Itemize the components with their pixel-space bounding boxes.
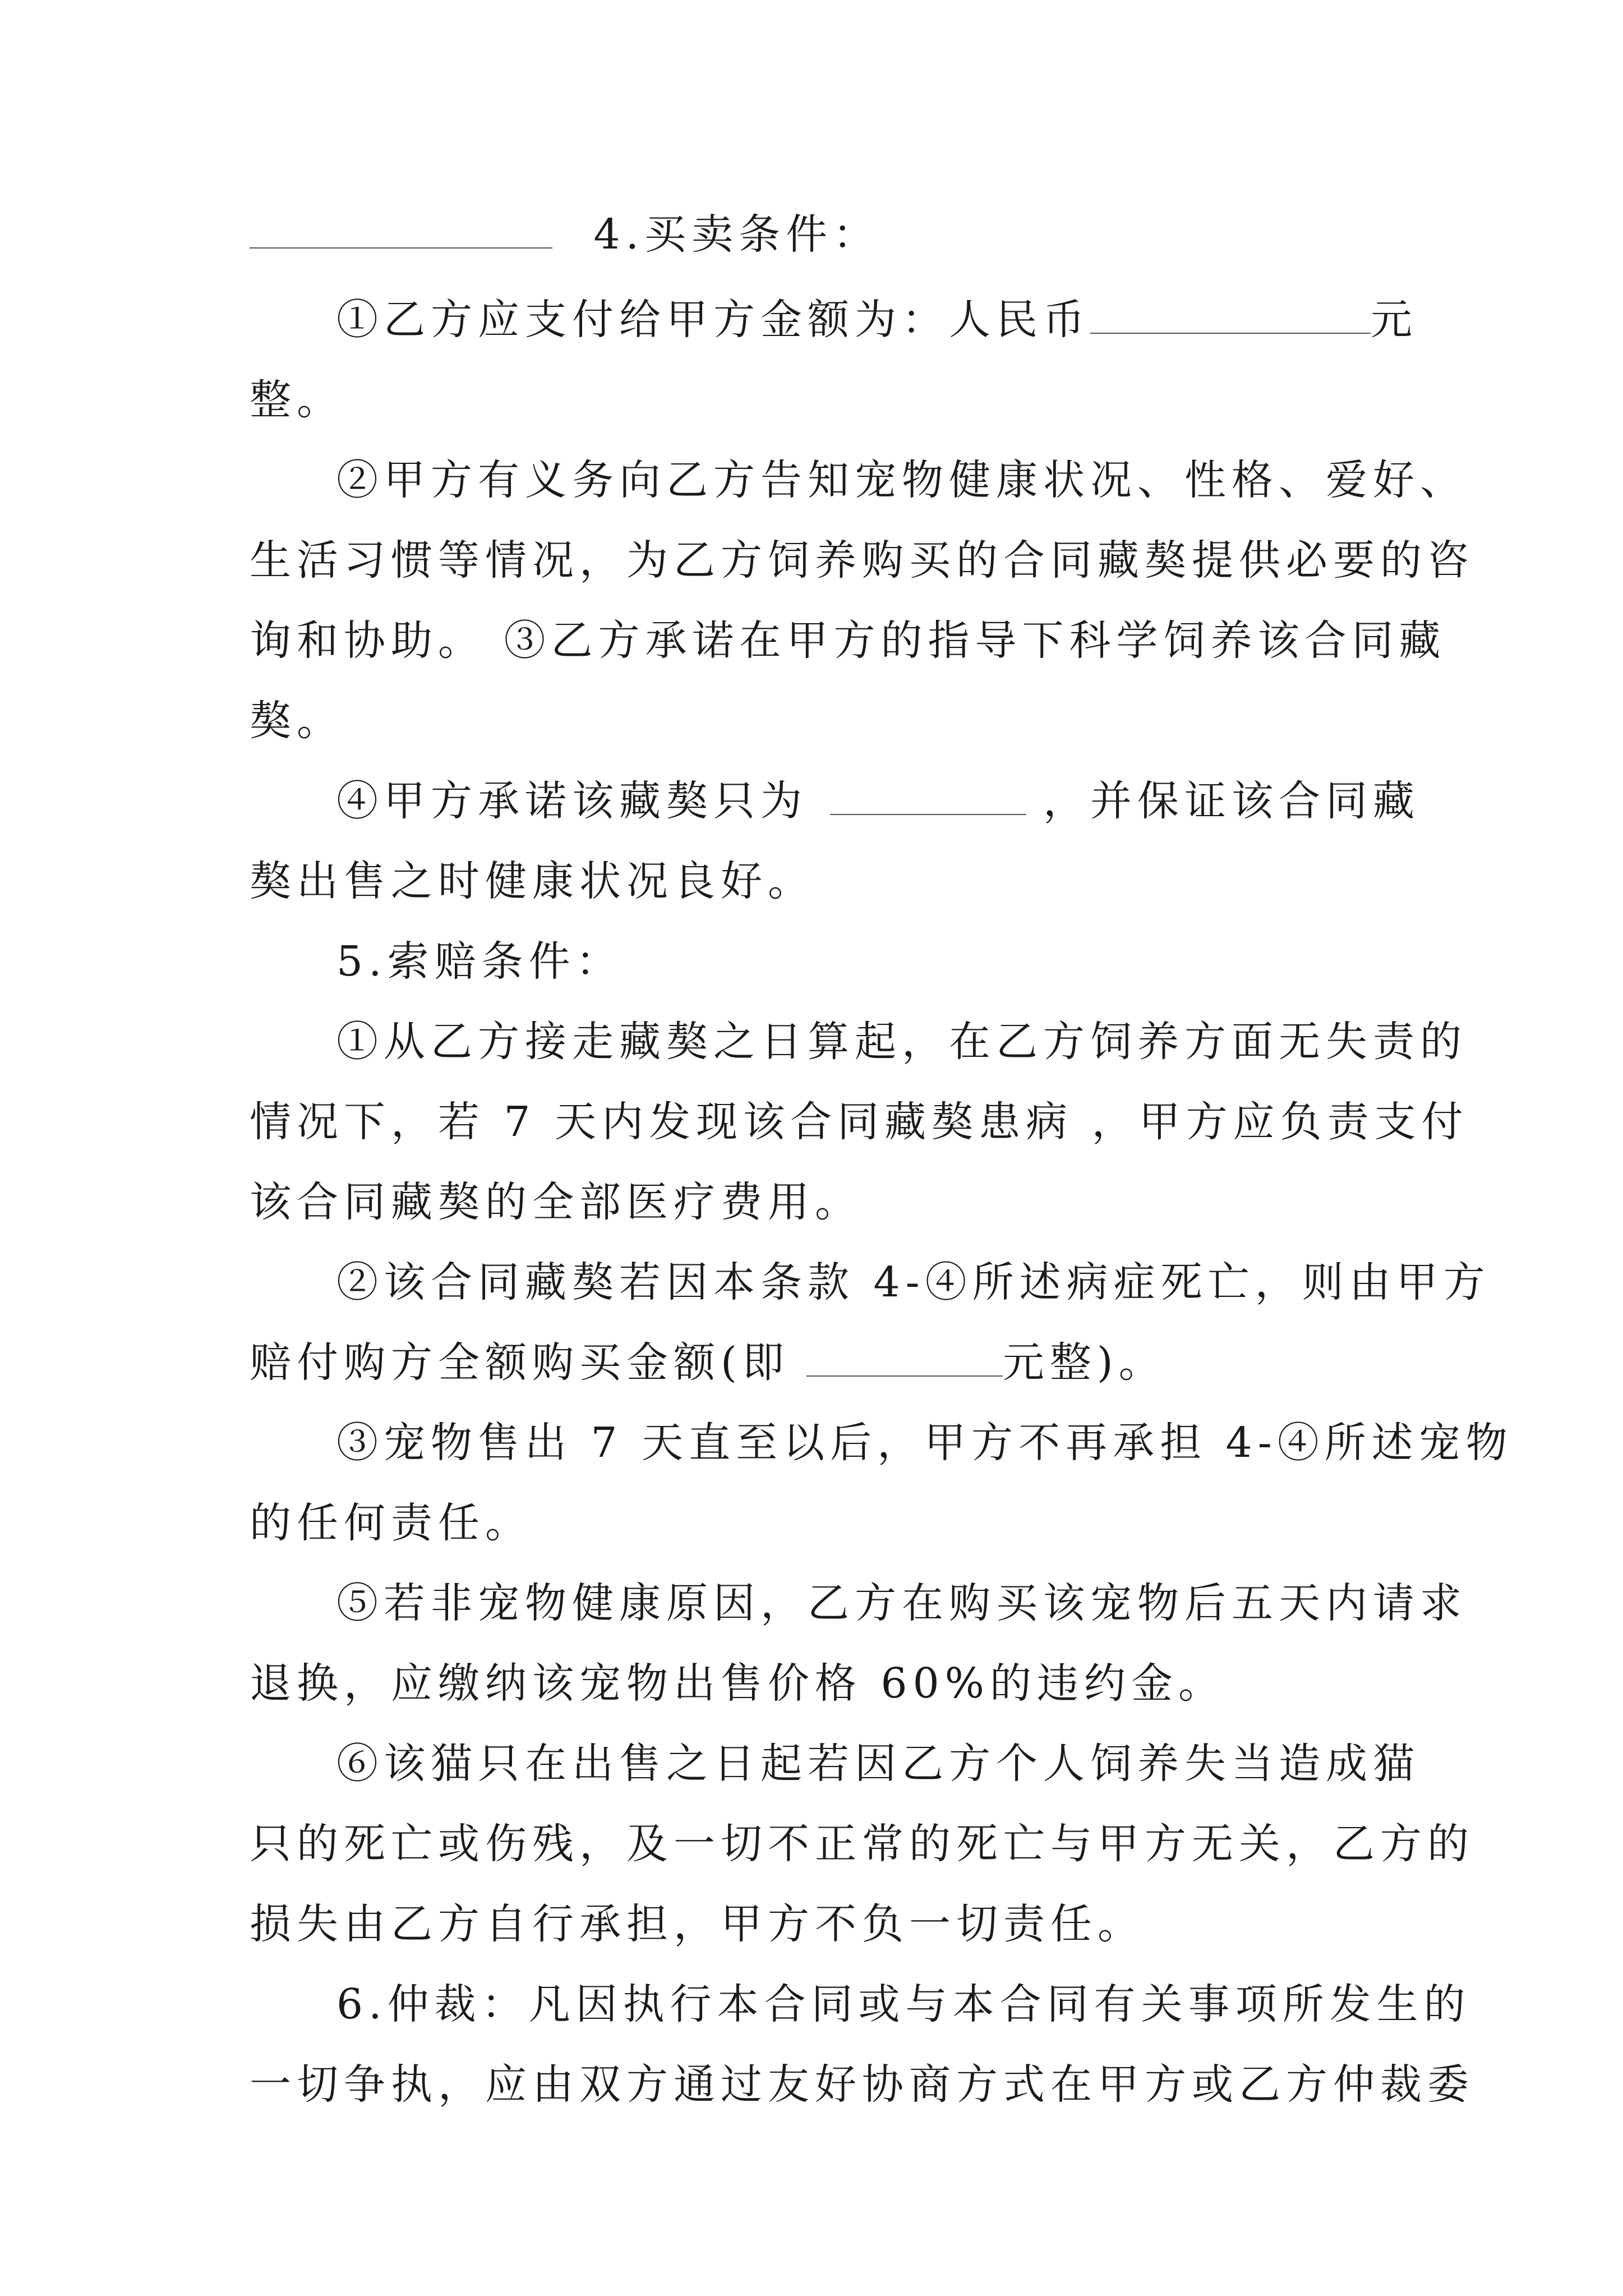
paragraph-text: 生活习惯等情况，为乙方饲养购买的合同藏獒提供必要的咨 [250,536,1474,585]
heading-text: 5.索赔条件： [336,937,623,986]
clause-5-1 [336,1015,1467,1069]
clause-5-5 [336,1576,1467,1630]
heading-text: 4.买卖条件： [593,210,880,259]
clause-text: ①从乙方接走藏獒之日算起，在乙方饲养方面无失责的 [336,1018,1467,1066]
amount-blank-field[interactable] [806,1336,1003,1377]
paragraph-text: 只的死亡或伤残，及一切不正常的死亡与甲方无关，乙方的 [250,1820,1474,1868]
paragraph-line [250,1095,1469,1149]
paragraph-line [250,614,1446,668]
paragraph-line [250,854,815,908]
paragraph-text: 询和协助。 ③乙方承诺在甲方的指导下科学饲养该合同藏 [250,616,1446,665]
clause-text: ③宠物售出 7 天直至以后，甲方不再承担 4-④所述宠物 [336,1419,1513,1467]
clause-5-2 [336,1255,1491,1309]
paragraph-text: 退换，应缴纳该宠物出售价格 60%的违约金。 [250,1659,1225,1708]
paragraph-line [250,1175,862,1229]
paragraph-line [250,1336,1166,1389]
clause-4-1 [336,293,1418,347]
clause-text: ④甲方承诺该藏獒只为 [336,777,808,825]
paragraph-line [250,1496,532,1550]
paragraph-line [250,694,344,748]
paragraph-line [250,1897,1145,1951]
heading-text: 6.仲裁：凡因执行本合同或与本合同有关事项所发生的 [336,1980,1471,2028]
amount-blank-field[interactable] [1090,293,1371,334]
paragraph-text: 损失由乙方自行承担，甲方不负一切责任。 [250,1900,1145,1948]
section-4-heading [250,208,880,261]
paragraph-text: 獒。 [250,697,344,745]
paragraph-line [250,533,1474,587]
clause-5-3 [336,1416,1513,1470]
paragraph-text: 一切争执，应由双方通过友好协商方式在甲方或乙方仲裁委 [250,2060,1474,2109]
clause-text: ⑤若非宠物健康原因，乙方在购买该宠物后五天内请求 [336,1579,1467,1627]
paragraph-text: 赔付购方全额购买金额(即 [250,1338,790,1387]
clause-text: ，并保证该合同藏 [1043,777,1420,825]
paragraph-text: 的任何责任。 [250,1499,532,1547]
clause-text: ②该合同藏獒若因本条款 4-④所述病症死亡，则由甲方 [336,1258,1491,1306]
paragraph-line [250,2058,1474,2111]
clause-text: 元 [1371,296,1418,344]
clause-4-2 [336,453,1467,507]
blank-field[interactable] [250,208,552,249]
clause-text: ⑥该猫只在出售之日起若因乙方个人饲养失当造成猫 [336,1740,1420,1788]
paragraph-text: 獒出售之时健康状况良好。 [250,857,815,905]
blank-field[interactable] [830,775,1026,815]
section-5-heading [336,935,623,988]
clause-text: ②甲方有义务向乙方告知宠物健康状况、性格、爱好、 [336,456,1467,504]
clause-4-4 [336,774,1420,828]
paragraph-text: 整。 [250,376,344,424]
paragraph-text: 情况下，若 7 天内发现该合同藏獒患病 ，甲方应负责支付 [250,1098,1469,1146]
paragraph-text: 元整)。 [1002,1338,1166,1387]
clause-5-6 [336,1737,1420,1791]
paragraph-text: 该合同藏獒的全部医疗费用。 [250,1178,862,1226]
clause-text: ①乙方应支付给甲方金额为：人民币 [336,296,1090,344]
paragraph-line [250,1657,1225,1710]
paragraph-line [250,1817,1474,1871]
section-6-heading [336,1977,1471,2031]
paragraph-line [250,373,344,427]
